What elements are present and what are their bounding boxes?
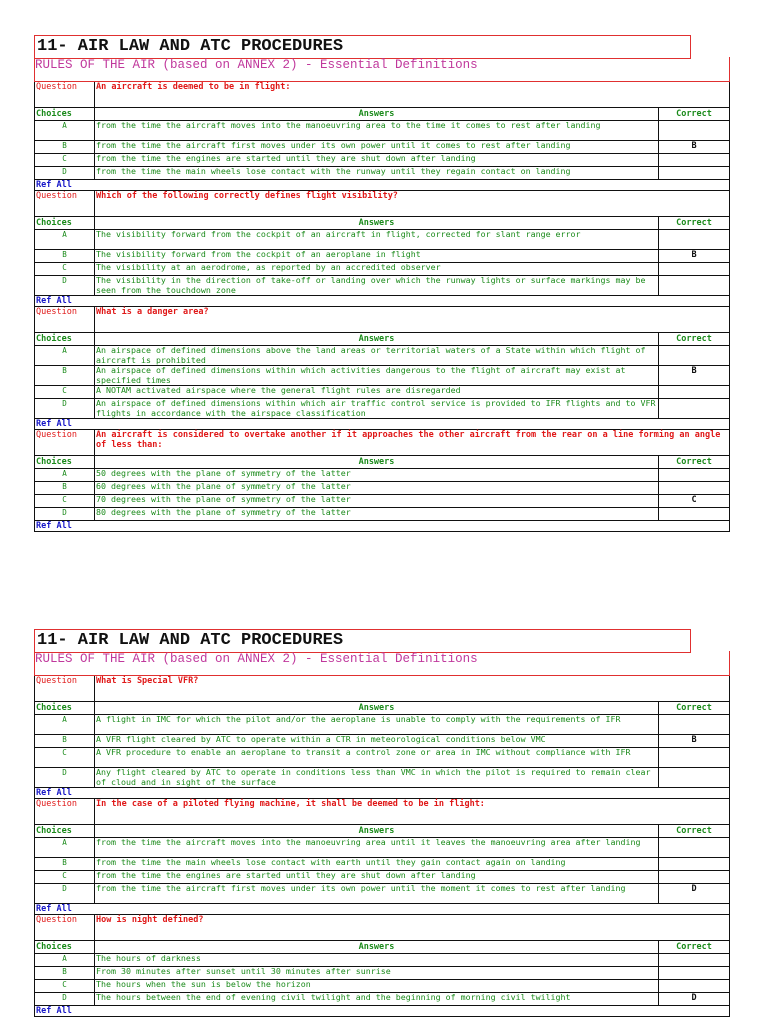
answer-text: from the time the engines are started until they are shut down after landing bbox=[95, 154, 659, 166]
answer-row bbox=[35, 276, 729, 296]
answer-row bbox=[35, 230, 729, 250]
answer-text: from the time the aircraft first moves under its own power until the moment it comes to rest after landing bbox=[95, 884, 659, 903]
answer-text: An airspace of defined dimensions above the land areas or territorial waters of a State within which flight of aircraft is prohibited bbox=[95, 346, 659, 365]
choice-letter: C bbox=[35, 263, 95, 275]
answer-text: 80 degrees with the plane of symmetry of the latter bbox=[95, 508, 659, 520]
choice-letter: B bbox=[35, 366, 95, 385]
choices-label: Choices bbox=[35, 333, 95, 345]
answer-text: A VFR procedure to enable an aeroplane to transit a control zone or area in IMC without compliance with IFR bbox=[95, 748, 659, 767]
correct-mark bbox=[659, 715, 729, 734]
question-row bbox=[35, 191, 729, 217]
choice-letter: A bbox=[35, 715, 95, 734]
answer-row bbox=[35, 508, 729, 521]
correct-mark bbox=[659, 230, 729, 249]
ref-link[interactable]: Ref All bbox=[36, 904, 72, 914]
answers-label: Answers bbox=[95, 941, 659, 953]
correct-mark bbox=[659, 263, 729, 275]
correct-mark bbox=[659, 469, 729, 481]
question-text: In the case of a piloted flying machine, it shall be deemed to be in flight: bbox=[96, 799, 485, 809]
question-row bbox=[35, 676, 729, 702]
answer-text: 50 degrees with the plane of symmetry of the latter bbox=[95, 469, 659, 481]
choice-letter: A bbox=[35, 121, 95, 140]
correct-mark: B bbox=[691, 250, 697, 260]
correct-label: Correct bbox=[676, 334, 712, 344]
ref-link[interactable]: Ref All bbox=[36, 788, 72, 798]
correct-label: Correct bbox=[676, 218, 712, 228]
question-row bbox=[35, 799, 729, 825]
choice-letter: D bbox=[35, 276, 95, 295]
choice-letter: C bbox=[35, 495, 95, 507]
answers-label: Answers bbox=[95, 108, 659, 120]
answer-text: 70 degrees with the plane of symmetry of the latter bbox=[95, 495, 659, 507]
answer-row bbox=[35, 366, 729, 386]
question-text: What is a danger area? bbox=[96, 307, 209, 317]
choice-letter: A bbox=[35, 838, 95, 857]
correct-mark bbox=[659, 154, 729, 166]
ref-row bbox=[35, 419, 729, 430]
ref-link[interactable]: Ref All bbox=[36, 1006, 72, 1016]
answers-label: Answers bbox=[95, 702, 659, 714]
question-row bbox=[35, 307, 729, 333]
answer-row bbox=[35, 399, 729, 419]
correct-mark bbox=[659, 954, 729, 966]
choice-letter: C bbox=[35, 871, 95, 883]
question-label: Question bbox=[35, 430, 95, 455]
question-row bbox=[35, 82, 729, 108]
answer-row bbox=[35, 121, 729, 141]
correct-mark bbox=[659, 482, 729, 494]
ref-row bbox=[35, 1006, 729, 1017]
correct-mark bbox=[659, 858, 729, 870]
choices-label: Choices bbox=[35, 217, 95, 229]
choice-letter: D bbox=[35, 508, 95, 520]
choices-label: Choices bbox=[35, 941, 95, 953]
answer-text: 60 degrees with the plane of symmetry of the latter bbox=[95, 482, 659, 494]
answer-text: from the time the main wheels lose contact with the runway until they regain contact on landing bbox=[95, 167, 659, 179]
question-text: An aircraft is considered to overtake another if it approaches the other aircraft from the rear on a line forming an angle of less than: bbox=[96, 430, 721, 450]
answers-label: Answers bbox=[95, 456, 659, 468]
question-label: Question bbox=[35, 799, 95, 824]
choice-letter: D bbox=[35, 167, 95, 179]
answer-text: A NOTAM activated airspace where the general flight rules are disregarded bbox=[95, 386, 659, 398]
question-text: Which of the following correctly defines flight visibility? bbox=[96, 191, 398, 201]
choice-letter: B bbox=[35, 735, 95, 747]
answer-row bbox=[35, 346, 729, 366]
answer-row bbox=[35, 715, 729, 735]
answer-text: Any flight cleared by ATC to operate in conditions less than VMC in which the pilot is required to remain clear of cloud and in sight of the surface bbox=[95, 768, 659, 787]
ref-link[interactable]: Ref All bbox=[36, 419, 72, 429]
choice-letter: C bbox=[35, 980, 95, 992]
ref-link[interactable]: Ref All bbox=[36, 296, 72, 306]
answer-row bbox=[35, 884, 729, 904]
ref-link[interactable]: Ref All bbox=[36, 180, 72, 190]
correct-mark: D bbox=[691, 884, 697, 894]
answer-text: The hours when the sun is below the horizon bbox=[95, 980, 659, 992]
correct-label: Correct bbox=[676, 826, 712, 836]
correct-mark bbox=[659, 346, 729, 365]
choice-letter: C bbox=[35, 154, 95, 166]
correct-mark bbox=[659, 508, 729, 520]
correct-mark bbox=[659, 838, 729, 857]
correct-mark: B bbox=[691, 735, 697, 745]
page-subtitle: RULES OF THE AIR (based on ANNEX 2) - Essential Definitions bbox=[35, 652, 478, 666]
subtitle-box bbox=[34, 57, 730, 82]
correct-label: Correct bbox=[676, 109, 712, 119]
choice-letter: D bbox=[35, 768, 95, 787]
ref-link[interactable]: Ref All bbox=[36, 521, 72, 531]
ref-row bbox=[35, 180, 729, 191]
answer-text: The hours of darkness bbox=[95, 954, 659, 966]
correct-mark bbox=[659, 167, 729, 179]
choice-letter: C bbox=[35, 748, 95, 767]
answers-label: Answers bbox=[95, 333, 659, 345]
page-subtitle: RULES OF THE AIR (based on ANNEX 2) - Essential Definitions bbox=[35, 58, 478, 72]
choice-letter: A bbox=[35, 954, 95, 966]
choice-letter: D bbox=[35, 884, 95, 903]
answer-row bbox=[35, 748, 729, 768]
question-label: Question bbox=[35, 307, 95, 332]
question-label: Question bbox=[35, 82, 95, 107]
correct-label: Correct bbox=[676, 703, 712, 713]
correct-mark bbox=[659, 386, 729, 398]
answer-text: from the time the main wheels lose contact with earth until they gain contact again on landing bbox=[95, 858, 659, 870]
correct-mark bbox=[659, 871, 729, 883]
page-title: 11- AIR LAW AND ATC PROCEDURES bbox=[37, 631, 344, 650]
question-row bbox=[35, 430, 729, 456]
choices-label: Choices bbox=[35, 456, 95, 468]
answer-text: An airspace of defined dimensions within which activities dangerous to the flight of aircraft may exist at specified times bbox=[95, 366, 659, 385]
answer-text: From 30 minutes after sunset until 30 minutes after sunrise bbox=[95, 967, 659, 979]
answer-text: A VFR flight cleared by ATC to operate within a CTR in meteorological conditions below VMC bbox=[95, 735, 659, 747]
choice-letter: B bbox=[35, 482, 95, 494]
choices-label: Choices bbox=[35, 825, 95, 837]
correct-mark bbox=[659, 748, 729, 767]
question-label: Question bbox=[35, 915, 95, 940]
correct-mark: D bbox=[691, 993, 697, 1003]
answer-text: from the time the aircraft moves into the manoeuvring area to the time it comes to rest after landing bbox=[95, 121, 659, 140]
choice-letter: B bbox=[35, 858, 95, 870]
correct-mark bbox=[659, 399, 729, 418]
choice-letter: B bbox=[35, 141, 95, 153]
answer-text: from the time the engines are started until they are shut down after landing bbox=[95, 871, 659, 883]
correct-mark: B bbox=[691, 366, 697, 376]
ref-row bbox=[35, 296, 729, 307]
answer-row bbox=[35, 768, 729, 788]
choice-letter: B bbox=[35, 250, 95, 262]
choices-label: Choices bbox=[35, 702, 95, 714]
correct-label: Correct bbox=[676, 942, 712, 952]
answers-label: Answers bbox=[95, 825, 659, 837]
answer-text: The hours between the end of evening civil twilight and the beginning of morning civil twilight bbox=[95, 993, 659, 1005]
choice-letter: B bbox=[35, 967, 95, 979]
title-box bbox=[34, 35, 691, 59]
ref-row bbox=[35, 788, 729, 799]
answer-text: from the time the aircraft moves into the manoeuvring area until it leaves the manoeuvring area after landing bbox=[95, 838, 659, 857]
question-text: An aircraft is deemed to be in flight: bbox=[96, 82, 291, 92]
correct-mark bbox=[659, 967, 729, 979]
answer-text: The visibility in the direction of take-off or landing over which the runway lights or surface markings may be seen from the touchdown zone bbox=[95, 276, 659, 295]
answers-label: Answers bbox=[95, 217, 659, 229]
question-grid bbox=[34, 82, 730, 532]
question-grid bbox=[34, 676, 730, 1017]
title-box bbox=[34, 629, 691, 653]
correct-mark: C bbox=[691, 495, 697, 505]
question-text: How is night defined? bbox=[96, 915, 204, 925]
answer-text: from the time the aircraft first moves under its own power until it comes to rest after landing bbox=[95, 141, 659, 153]
question-text: What is Special VFR? bbox=[96, 676, 199, 686]
answer-text: An airspace of defined dimensions within which air traffic control service is provided to IFR flights and to VFR flights in accordance with the airspace classification bbox=[95, 399, 659, 418]
answer-row bbox=[35, 993, 729, 1006]
question-label: Question bbox=[35, 676, 95, 701]
answer-row bbox=[35, 838, 729, 858]
page-title: 11- AIR LAW AND ATC PROCEDURES bbox=[37, 37, 344, 56]
correct-mark bbox=[659, 980, 729, 992]
choice-letter: C bbox=[35, 386, 95, 398]
choice-letter: A bbox=[35, 346, 95, 365]
answer-text: The visibility forward from the cockpit of an aeroplane in flight bbox=[95, 250, 659, 262]
subtitle-box bbox=[34, 651, 730, 676]
answer-row bbox=[35, 167, 729, 180]
choice-letter: D bbox=[35, 399, 95, 418]
correct-mark bbox=[659, 276, 729, 295]
answer-text: The visibility forward from the cockpit of an aircraft in flight, corrected for slant range error bbox=[95, 230, 659, 249]
choice-letter: D bbox=[35, 993, 95, 1005]
ref-row bbox=[35, 521, 729, 532]
answer-text: The visibility at an aerodrome, as reported by an accredited observer bbox=[95, 263, 659, 275]
ref-row bbox=[35, 904, 729, 915]
choices-label: Choices bbox=[35, 108, 95, 120]
question-label: Question bbox=[35, 191, 95, 216]
correct-mark: B bbox=[691, 141, 697, 151]
answer-text: A flight in IMC for which the pilot and/or the aeroplane is unable to comply with the requirements of IFR bbox=[95, 715, 659, 734]
choice-letter: A bbox=[35, 469, 95, 481]
question-row bbox=[35, 915, 729, 941]
choice-letter: A bbox=[35, 230, 95, 249]
correct-mark bbox=[659, 768, 729, 787]
correct-mark bbox=[659, 121, 729, 140]
correct-label: Correct bbox=[676, 457, 712, 467]
